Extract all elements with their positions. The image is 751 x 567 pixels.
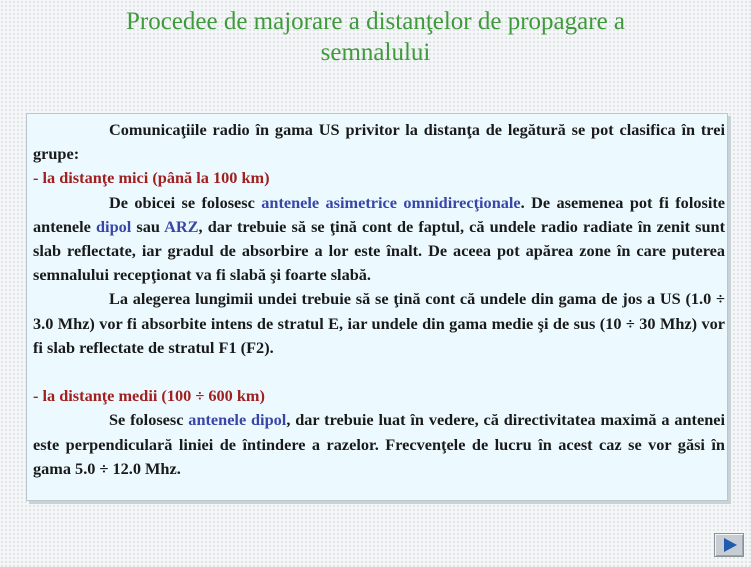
text-span: De obicei se folosesc	[109, 192, 262, 212]
text-span: , dar trebuie luat în vedere, că directivitatea maximă a antenei este perpendiculară liniei de întindere a razelor. Frecvenţele de lucru în acest caz se vor găsi în gama 5.0 ÷ 12.0 Mhz.	[33, 410, 725, 478]
wavelength-paragraph: La alegerea lungimii undei trebuie să se ţină cont că undele din gama de jos a US (1.0 ÷ 3.0 Mhz) vor fi absorbite intens de stratul E, iar undele din gama medie şi de sus (10 ÷ 30 Mhz) vor fi slab reflectate de stratul F1 (F2).	[33, 289, 725, 357]
section-heading-medium-distance: - la distanţe medii (100 ÷ 600 km)	[33, 386, 265, 406]
term-arz: ARZ	[164, 216, 199, 236]
paragraph-gap	[33, 360, 725, 384]
text-span: , dar trebuie să se ţină cont de faptul, că undele radio radiate în zenit sunt slab reflectate, iar gradul de absorbire a lor este înalt. De aceea pot apărea zone în care puterea semnalului recepţionat va fi slabă şi foarte slabă.	[33, 216, 725, 285]
term-dipol-antennas: antenele dipol	[188, 410, 287, 430]
next-slide-button[interactable]	[714, 533, 744, 557]
term-dipol: dipol	[95, 216, 132, 236]
section-heading-short-distance: - la distanţe mici (până la 100 km)	[33, 168, 270, 188]
term-asymmetric-antennas: antenele asimetrice omnidirecţionale	[261, 192, 521, 212]
intro-paragraph: Comunicaţiile radio în gama US privitor la distanţa de legătură se pot clasifica în trei grupe:	[33, 120, 725, 164]
text-span: Se folosesc	[109, 410, 189, 430]
play-triangle-icon	[724, 538, 737, 552]
text-span: . De asemenea pot fi folosite antenele	[33, 192, 725, 236]
page-title-line-2: semnalului	[320, 39, 431, 66]
text-span: sau	[131, 216, 165, 236]
page-title	[30, 6, 721, 68]
short-distance-paragraph	[33, 191, 725, 288]
medium-distance-paragraph	[33, 408, 725, 481]
page-title-line-1: Procedee de majorare a distanţelor de propagare a	[125, 8, 626, 35]
content-text	[33, 118, 725, 481]
